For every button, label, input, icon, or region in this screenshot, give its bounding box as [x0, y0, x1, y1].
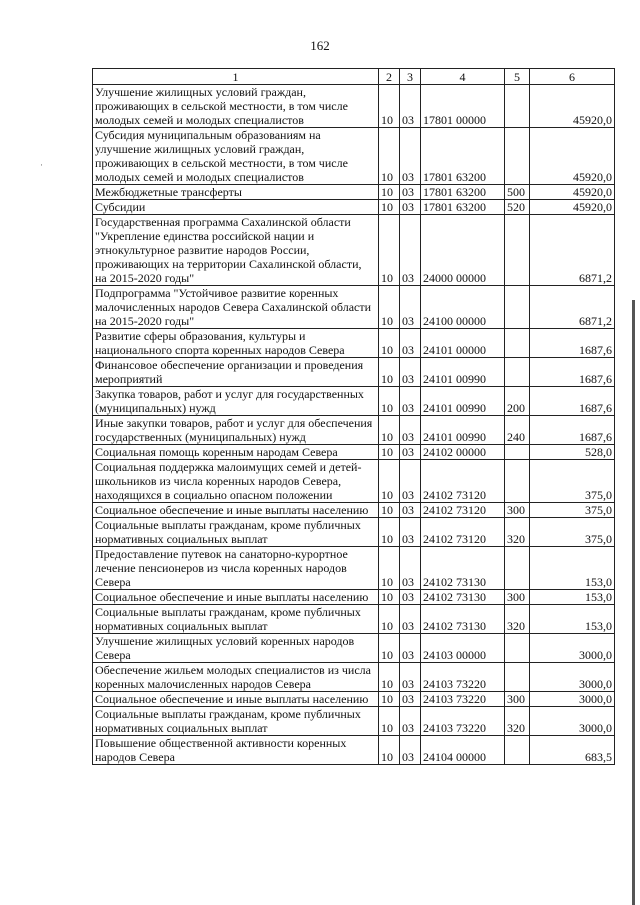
- row-vr-cell: 300: [505, 692, 530, 707]
- row-code2-cell: 10: [379, 200, 400, 215]
- row-code3-cell: 03: [400, 185, 421, 200]
- row-vr-cell: [505, 634, 530, 663]
- table-row: [93, 707, 615, 736]
- row-code2-cell: 10: [379, 185, 400, 200]
- row-vr-cell: [505, 128, 530, 185]
- header-col-2: 2: [379, 69, 400, 85]
- page-number: 162: [310, 38, 330, 53]
- table-row: [93, 692, 615, 707]
- row-vr-cell: 320: [505, 605, 530, 634]
- header-col-3: 3: [400, 69, 421, 85]
- row-vr-cell: [505, 547, 530, 590]
- header-col-6: 6: [530, 69, 615, 85]
- table-row: [93, 329, 615, 358]
- row-code3-cell: 03: [400, 518, 421, 547]
- row-code2-cell: 10: [379, 692, 400, 707]
- row-vr-cell: 320: [505, 518, 530, 547]
- table-row: [93, 128, 615, 185]
- row-csr-cell: 17801 00000: [421, 85, 505, 128]
- row-name-cell: Субсидия муниципальным образованиям на улучшение жилищных условий граждан, проживающих в сельской местности, в том числе молодых семей и молодых специалистов: [93, 128, 379, 185]
- header-col-4: 4: [421, 69, 505, 85]
- table-row: [93, 286, 615, 329]
- row-code2-cell: 10: [379, 547, 400, 590]
- row-code3-cell: 03: [400, 605, 421, 634]
- budget-table: [92, 68, 615, 765]
- row-vr-cell: 500: [505, 185, 530, 200]
- row-code3-cell: 03: [400, 85, 421, 128]
- row-sum-cell: 1687,6: [530, 329, 615, 358]
- row-csr-cell: 24102 73120: [421, 460, 505, 503]
- row-csr-cell: 24103 00000: [421, 634, 505, 663]
- table-row: [93, 460, 615, 503]
- row-sum-cell: 153,0: [530, 547, 615, 590]
- row-name-cell: Субсидии: [93, 200, 379, 215]
- row-name-cell: Государственная программа Сахалинской области "Укрепление единства российской нации и этнокультурное развитие народов России, проживающих на территории Сахалинской области, на 2015-2020 годы": [93, 215, 379, 286]
- table-row: [93, 387, 615, 416]
- row-csr-cell: 17801 63200: [421, 128, 505, 185]
- row-sum-cell: 528,0: [530, 445, 615, 460]
- row-csr-cell: 24102 73120: [421, 503, 505, 518]
- row-code2-cell: 10: [379, 329, 400, 358]
- row-csr-cell: 24102 73130: [421, 590, 505, 605]
- row-vr-cell: [505, 329, 530, 358]
- scan-dot-mark: ·: [40, 160, 43, 170]
- row-code2-cell: 10: [379, 128, 400, 185]
- table-row: [93, 200, 615, 215]
- row-sum-cell: 45920,0: [530, 185, 615, 200]
- row-code3-cell: 03: [400, 503, 421, 518]
- row-sum-cell: 45920,0: [530, 200, 615, 215]
- row-csr-cell: 24000 00000: [421, 215, 505, 286]
- row-sum-cell: 683,5: [530, 736, 615, 765]
- row-name-cell: Социальные выплаты гражданам, кроме публичных нормативных социальных выплат: [93, 707, 379, 736]
- table-row: [93, 215, 615, 286]
- row-code3-cell: 03: [400, 460, 421, 503]
- row-sum-cell: 153,0: [530, 590, 615, 605]
- row-csr-cell: 24103 73220: [421, 663, 505, 692]
- row-csr-cell: 24101 00990: [421, 358, 505, 387]
- row-code2-cell: 10: [379, 286, 400, 329]
- row-sum-cell: 6871,2: [530, 286, 615, 329]
- row-code2-cell: 10: [379, 518, 400, 547]
- row-code3-cell: 03: [400, 634, 421, 663]
- row-name-cell: Финансовое обеспечение организации и проведения мероприятий: [93, 358, 379, 387]
- row-vr-cell: [505, 85, 530, 128]
- row-code3-cell: 03: [400, 736, 421, 765]
- row-name-cell: Улучшение жилищных условий коренных народов Севера: [93, 634, 379, 663]
- row-name-cell: Социальные выплаты гражданам, кроме публичных нормативных социальных выплат: [93, 605, 379, 634]
- row-code3-cell: 03: [400, 692, 421, 707]
- row-name-cell: Повышение общественной активности коренных народов Севера: [93, 736, 379, 765]
- row-vr-cell: [505, 445, 530, 460]
- row-csr-cell: 24101 00000: [421, 329, 505, 358]
- row-code3-cell: 03: [400, 358, 421, 387]
- row-vr-cell: [505, 286, 530, 329]
- row-name-cell: Социальное обеспечение и иные выплаты населению: [93, 692, 379, 707]
- row-csr-cell: 24101 00990: [421, 387, 505, 416]
- row-sum-cell: 3000,0: [530, 692, 615, 707]
- row-csr-cell: 24102 73130: [421, 605, 505, 634]
- row-code3-cell: 03: [400, 128, 421, 185]
- table-row: [93, 445, 615, 460]
- row-vr-cell: [505, 663, 530, 692]
- row-code2-cell: 10: [379, 503, 400, 518]
- row-vr-cell: [505, 215, 530, 286]
- row-code2-cell: 10: [379, 85, 400, 128]
- row-code2-cell: 10: [379, 736, 400, 765]
- row-name-cell: Социальные выплаты гражданам, кроме публичных нормативных социальных выплат: [93, 518, 379, 547]
- row-sum-cell: 375,0: [530, 518, 615, 547]
- row-vr-cell: [505, 460, 530, 503]
- row-code2-cell: 10: [379, 445, 400, 460]
- row-csr-cell: 24103 73220: [421, 707, 505, 736]
- table-row: [93, 663, 615, 692]
- row-name-cell: Социальное обеспечение и иные выплаты населению: [93, 590, 379, 605]
- table-row: [93, 605, 615, 634]
- row-csr-cell: 17801 63200: [421, 185, 505, 200]
- row-code3-cell: 03: [400, 445, 421, 460]
- row-name-cell: Улучшение жилищных условий граждан, проживающих в сельской местности, в том числе молодых семей и молодых специалистов: [93, 85, 379, 128]
- row-vr-cell: [505, 358, 530, 387]
- table-row: [93, 547, 615, 590]
- row-vr-cell: [505, 736, 530, 765]
- row-sum-cell: 1687,6: [530, 416, 615, 445]
- row-code3-cell: 03: [400, 590, 421, 605]
- row-sum-cell: 45920,0: [530, 85, 615, 128]
- scan-edge-mark: [632, 300, 635, 905]
- row-code3-cell: 03: [400, 707, 421, 736]
- row-sum-cell: 3000,0: [530, 707, 615, 736]
- row-csr-cell: 17801 63200: [421, 200, 505, 215]
- row-csr-cell: 24101 00990: [421, 416, 505, 445]
- table-body: [93, 85, 615, 765]
- row-sum-cell: 153,0: [530, 605, 615, 634]
- row-name-cell: Социальная поддержка малоимущих семей и детей-школьников из числа коренных народов Севера, находящихся в социально опасном положении: [93, 460, 379, 503]
- row-csr-cell: 24104 00000: [421, 736, 505, 765]
- row-code2-cell: 10: [379, 634, 400, 663]
- row-vr-cell: 240: [505, 416, 530, 445]
- row-name-cell: Подпрограмма "Устойчивое развитие коренных малочисленных народов Севера Сахалинской области на 2015-2020 годы": [93, 286, 379, 329]
- row-vr-cell: 300: [505, 590, 530, 605]
- row-code2-cell: 10: [379, 590, 400, 605]
- table-row: [93, 416, 615, 445]
- table-row: [93, 590, 615, 605]
- row-vr-cell: 320: [505, 707, 530, 736]
- row-csr-cell: 24102 73130: [421, 547, 505, 590]
- row-code2-cell: 10: [379, 416, 400, 445]
- row-sum-cell: 375,0: [530, 460, 615, 503]
- row-name-cell: Иные закупки товаров, работ и услуг для обеспечения государственных (муниципальных) нужд: [93, 416, 379, 445]
- table-row: [93, 185, 615, 200]
- table-row: [93, 736, 615, 765]
- row-code3-cell: 03: [400, 200, 421, 215]
- row-vr-cell: 200: [505, 387, 530, 416]
- row-sum-cell: 3000,0: [530, 663, 615, 692]
- table-row: [93, 358, 615, 387]
- row-csr-cell: 24102 00000: [421, 445, 505, 460]
- row-code3-cell: 03: [400, 329, 421, 358]
- row-csr-cell: 24102 73120: [421, 518, 505, 547]
- row-name-cell: Развитие сферы образования, культуры и национального спорта коренных народов Севера: [93, 329, 379, 358]
- row-name-cell: Предоставление путевок на санаторно-курортное лечение пенсионеров из числа коренных народов Севера: [93, 547, 379, 590]
- row-vr-cell: 520: [505, 200, 530, 215]
- row-sum-cell: 1687,6: [530, 387, 615, 416]
- row-code3-cell: 03: [400, 547, 421, 590]
- row-sum-cell: 3000,0: [530, 634, 615, 663]
- row-csr-cell: 24103 73220: [421, 692, 505, 707]
- row-name-cell: Межбюджетные трансферты: [93, 185, 379, 200]
- row-code2-cell: 10: [379, 215, 400, 286]
- row-name-cell: Обеспечение жильем молодых специалистов из числа коренных малочисленных народов Севера: [93, 663, 379, 692]
- row-name-cell: Закупка товаров, работ и услуг для государственных (муниципальных) нужд: [93, 387, 379, 416]
- row-code3-cell: 03: [400, 286, 421, 329]
- row-sum-cell: 375,0: [530, 503, 615, 518]
- row-sum-cell: 6871,2: [530, 215, 615, 286]
- table-row: [93, 503, 615, 518]
- row-code3-cell: 03: [400, 387, 421, 416]
- header-col-1: 1: [93, 69, 379, 85]
- row-code3-cell: 03: [400, 663, 421, 692]
- row-code2-cell: 10: [379, 387, 400, 416]
- table-header-row: [93, 69, 615, 85]
- row-vr-cell: 300: [505, 503, 530, 518]
- table-row: [93, 634, 615, 663]
- row-code2-cell: 10: [379, 707, 400, 736]
- table-row: [93, 85, 615, 128]
- row-sum-cell: 45920,0: [530, 128, 615, 185]
- row-csr-cell: 24100 00000: [421, 286, 505, 329]
- row-code2-cell: 10: [379, 460, 400, 503]
- row-name-cell: Социальная помощь коренным народам Севера: [93, 445, 379, 460]
- row-code3-cell: 03: [400, 215, 421, 286]
- row-code2-cell: 10: [379, 605, 400, 634]
- row-sum-cell: 1687,6: [530, 358, 615, 387]
- row-code2-cell: 10: [379, 663, 400, 692]
- header-col-5: 5: [505, 69, 530, 85]
- table-row: [93, 518, 615, 547]
- row-name-cell: Социальное обеспечение и иные выплаты населению: [93, 503, 379, 518]
- row-code2-cell: 10: [379, 358, 400, 387]
- row-code3-cell: 03: [400, 416, 421, 445]
